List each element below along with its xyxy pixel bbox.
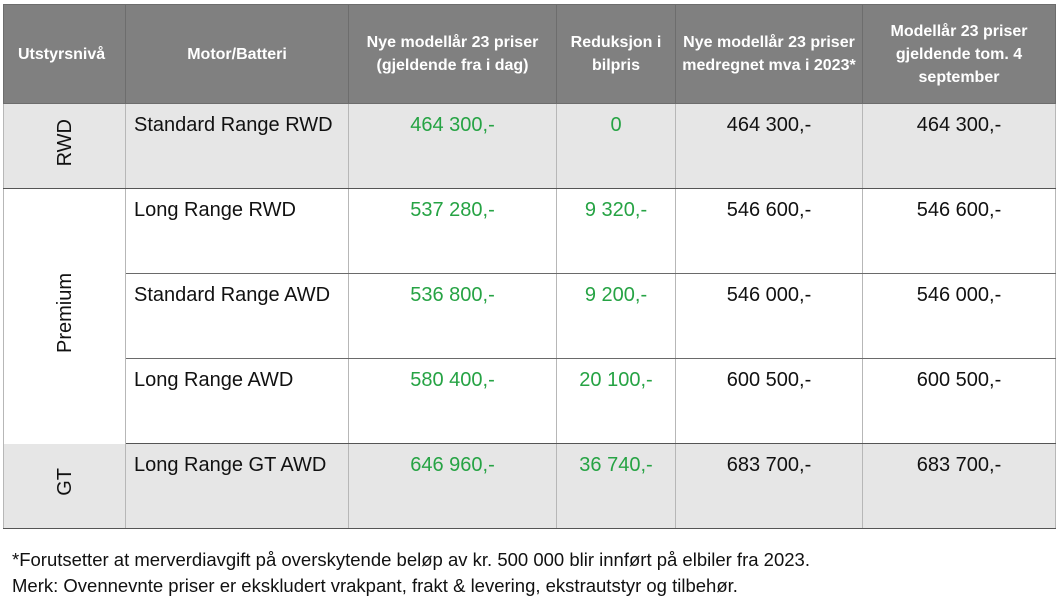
remark-text: Merk: Ovennevnte priser er ekskludert vrakpant, frakt & levering, ekstrautstyr og tilbehør. <box>12 575 738 596</box>
old-price-cell: 546 600,- <box>863 189 1056 274</box>
new-price-vat-cell: 546 600,- <box>676 189 863 274</box>
new-price-vat-cell: 464 300,- <box>676 104 863 189</box>
header-old-price: Modellår 23 priser gjeldende tom. 4 september <box>863 5 1056 104</box>
reduction-cell: 0 <box>557 104 676 189</box>
notes <box>12 547 810 599</box>
table-row <box>4 274 1056 359</box>
motor-cell: Long Range GT AWD <box>126 444 349 529</box>
header-level: Utstyrsnivå <box>4 5 126 104</box>
reduction-cell: 9 200,- <box>557 274 676 359</box>
footnote-text: *Forutsetter at merverdiavgift på overskytende beløp av kr. 500 000 blir innført på elbiler fra 2023. <box>12 549 810 570</box>
old-price-cell: 600 500,- <box>863 359 1056 444</box>
reduction-cell: 9 320,- <box>557 189 676 274</box>
level-label: Premium <box>53 272 76 353</box>
new-price-cell: 580 400,- <box>349 359 557 444</box>
price-table <box>3 4 1056 529</box>
new-price-cell: 537 280,- <box>349 189 557 274</box>
new-price-cell: 646 960,- <box>349 444 557 529</box>
header-row <box>4 5 1056 104</box>
old-price-cell: 683 700,- <box>863 444 1056 529</box>
table-row <box>4 444 1056 529</box>
old-price-cell: 546 000,- <box>863 274 1056 359</box>
motor-cell: Standard Range RWD <box>126 104 349 189</box>
table-row <box>4 359 1056 444</box>
reduction-cell: 36 740,- <box>557 444 676 529</box>
header-reduction: Reduksjon i bilpris <box>557 5 676 104</box>
motor-cell: Long Range AWD <box>126 359 349 444</box>
level-label: GT <box>53 468 76 497</box>
new-price-vat-cell: 683 700,- <box>676 444 863 529</box>
level-cell-premium <box>4 189 126 444</box>
level-cell-rwd <box>4 104 126 189</box>
table-row <box>4 189 1056 274</box>
motor-cell: Standard Range AWD <box>126 274 349 359</box>
old-price-cell: 464 300,- <box>863 104 1056 189</box>
header-new-price: Nye modellår 23 priser (gjeldende fra i dag) <box>349 5 557 104</box>
new-price-cell: 464 300,- <box>349 104 557 189</box>
motor-cell: Long Range RWD <box>126 189 349 274</box>
new-price-cell: 536 800,- <box>349 274 557 359</box>
level-cell-gt <box>4 444 126 529</box>
level-label: RWD <box>53 118 76 167</box>
new-price-vat-cell: 600 500,- <box>676 359 863 444</box>
new-price-vat-cell: 546 000,- <box>676 274 863 359</box>
table-row <box>4 104 1056 189</box>
reduction-cell: 20 100,- <box>557 359 676 444</box>
header-new-price-vat: Nye modellår 23 priser medregnet mva i 2023* <box>676 5 863 104</box>
header-motor: Motor/Batteri <box>126 5 349 104</box>
